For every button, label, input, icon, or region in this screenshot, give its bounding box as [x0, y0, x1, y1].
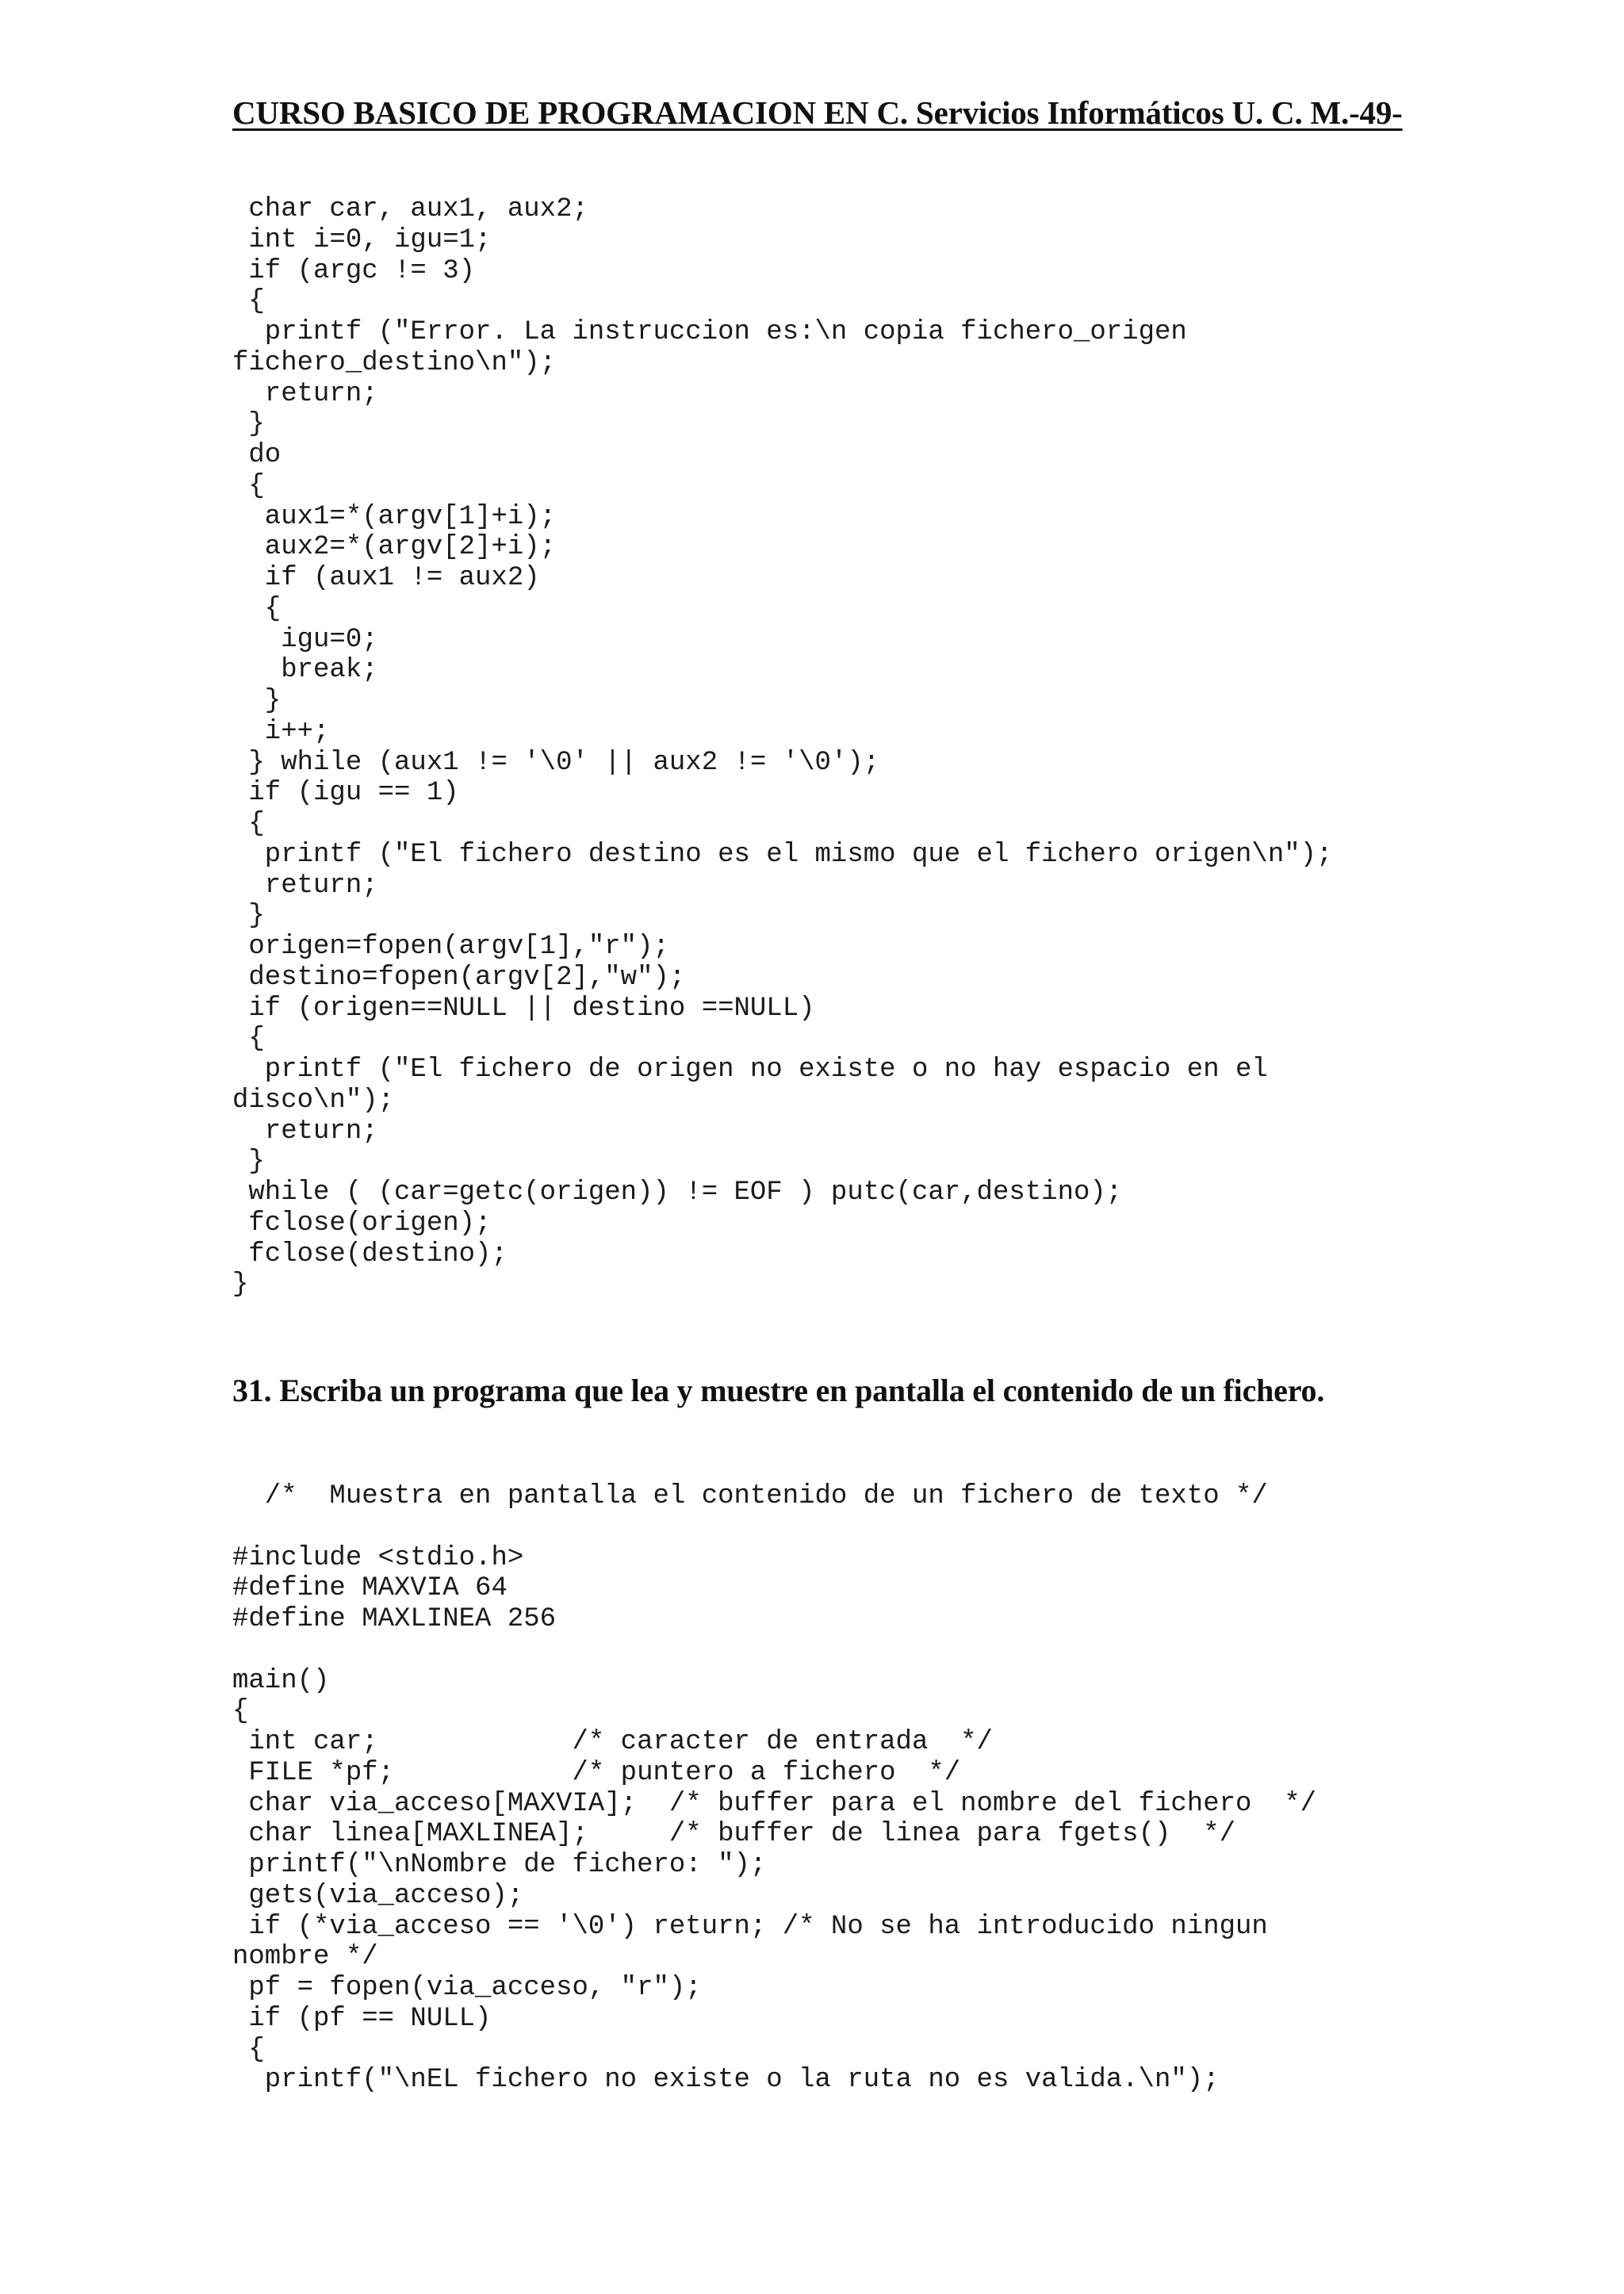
page-header: CURSO BASICO DE PROGRAMACION EN C. Servicios Informáticos U. C. M.-49- [232, 94, 1403, 131]
code-block-muestra-fichero: /* Muestra en pantalla el contenido de un fichero de texto */ #include <stdio.h> #define MAXVIA 64 #define MAXLINEA 256 main() { int car; /* caracter de entrada */ FILE *pf; /* puntero a fichero */ char via_acceso[MAXVIA]; /* buffer para el nombre del fichero */ char linea[MAXLINEA]; /* buffer de linea para fgets() */ printf("\nNombre de fichero: "); gets(via_acceso); if (*via_acceso == '\0') return; /* No se ha introducido ningun nombre */ pf = fopen(via_acceso, "r"); if (pf == NULL) { printf("\nEL fichero no existe o la ruta no es valida.\n"); [232, 1481, 1317, 2096]
code-block-copia: char car, aux1, aux2; int i=0, igu=1; if (argc != 3) { printf ("Error. La instruccion es:\n copia fichero_origen fichero_destino\n"); return; } do { aux1=*(argv[1]+i); aux2=*(argv[2]+i); if (aux1 != aux2) { igu=0; break; } i++; } while (aux1 != '\0' || aux2 != '\0'); if (igu == 1) { printf ("El fichero destino es el mismo que el fichero origen\n"); return; } origen=fopen(argv[1],"r"); destino=fopen(argv[2],"w"); if (origen==NULL || destino ==NULL) { printf ("El fichero de origen no existe o no hay espacio en el disco\n"); return; } while ( (car=getc(origen)) != EOF ) putc(car,destino); fclose(origen); fclose(destino); } [232, 194, 1333, 1300]
exercise-31-heading: 31. Escriba un programa que lea y muestre en pantalla el contenido de un fichero. [232, 1373, 1325, 1408]
